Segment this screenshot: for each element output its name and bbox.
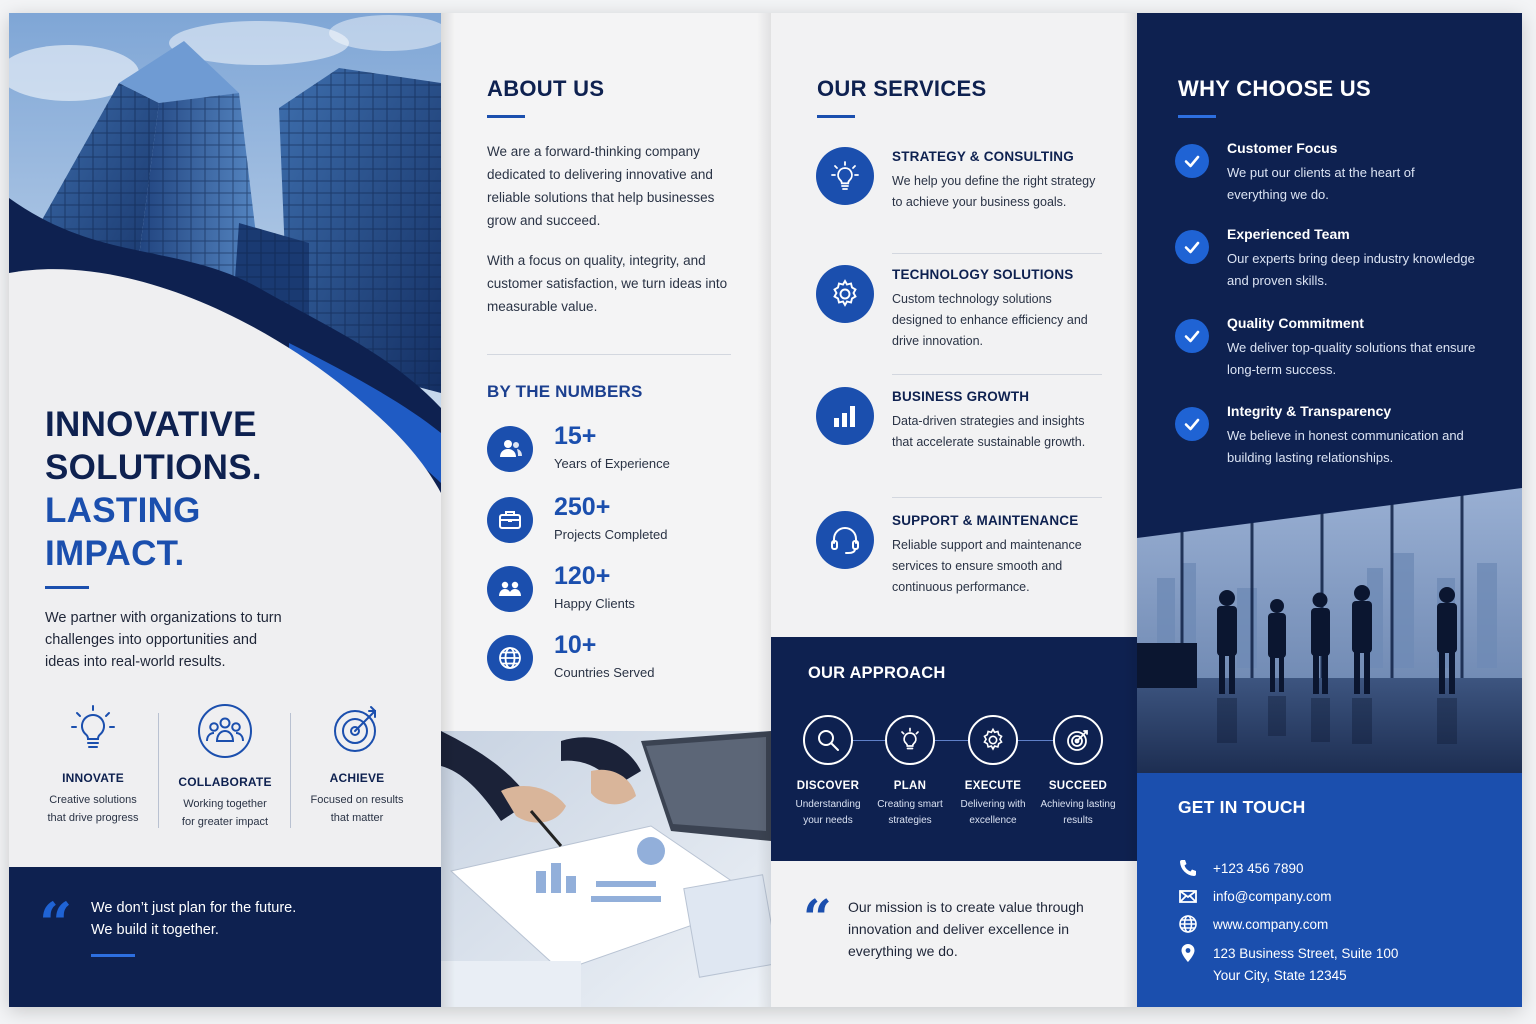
- cover-quote: [91, 897, 391, 941]
- why-item-customer-focus: [1175, 140, 1495, 214]
- globe-icon: [497, 645, 523, 671]
- about-title: ABOUT US: [487, 76, 605, 101]
- numbers-title: BY THE NUMBERS: [487, 382, 643, 401]
- service-technology: [816, 265, 1106, 375]
- cover-headline: [45, 403, 425, 575]
- about-panel: [441, 13, 771, 1007]
- check-icon: [1175, 230, 1209, 264]
- pillar-text-line: that matter: [330, 812, 384, 824]
- step-text: [949, 797, 1037, 829]
- stat-value: 250+: [554, 493, 611, 521]
- clients-icon: [497, 576, 523, 602]
- why-item-title: Customer Focus: [1227, 140, 1338, 156]
- service-strategy: [816, 147, 1106, 257]
- gear-icon: [829, 278, 861, 310]
- step-text-line: Achieving lasting: [1040, 799, 1116, 810]
- stat-label: Countries Served: [554, 665, 655, 680]
- stat-value: 10+: [554, 631, 597, 659]
- stat-icon-circle: [487, 426, 533, 472]
- approach-section: [771, 637, 1137, 861]
- service-divider: [892, 497, 1102, 498]
- why-item-title: Experienced Team: [1227, 226, 1350, 242]
- step-text-line: results: [1063, 815, 1093, 826]
- pillar-text-line: that drive progress: [47, 812, 139, 824]
- phone-number: +123 456 7890: [1213, 861, 1304, 876]
- service-text: Data-driven strategies and insights that accelerate sustainable growth.: [892, 414, 1086, 449]
- stat-clients: [487, 562, 747, 616]
- why-item-integrity: [1175, 403, 1495, 477]
- street-address: 123 Business Street, Suite 100 Your City, State 12345: [1213, 946, 1399, 983]
- pillar-text-line: for greater impact: [181, 816, 269, 828]
- service-support: [816, 511, 1106, 621]
- step-title: EXECUTE: [964, 780, 1022, 792]
- pillar-text: [27, 791, 159, 827]
- stat-value: 15+: [554, 422, 597, 450]
- step-icon-ring: [885, 715, 935, 765]
- website-url: www.company.com: [1213, 917, 1329, 932]
- quote-mark-icon: “: [39, 890, 73, 958]
- step-icon-ring: [968, 715, 1018, 765]
- service-icon-circle: [816, 265, 874, 323]
- step-execute: [949, 715, 1037, 829]
- paperwork-photo: [441, 731, 771, 1007]
- brochure-sheet: [9, 13, 1522, 1007]
- stat-value: 120+: [554, 562, 611, 590]
- lightbulb-icon: [67, 703, 119, 755]
- cover-panel: [9, 13, 441, 1007]
- step-text: [1034, 797, 1122, 829]
- search-icon: [815, 727, 841, 753]
- mail-icon: [1178, 886, 1198, 906]
- pillar-text-line: Focused on results: [310, 794, 404, 806]
- headline-accent-bar: [45, 586, 89, 589]
- step-title: PLAN: [893, 780, 927, 792]
- gear-icon: [980, 727, 1006, 753]
- step-text-line: strategies: [888, 815, 932, 826]
- why-item-experienced-team: [1175, 226, 1495, 300]
- service-title: STRATEGY & CONSULTING: [892, 149, 1074, 164]
- service-divider: [892, 374, 1102, 375]
- check-icon: [1175, 319, 1209, 353]
- pillar-title: COLLABORATE: [178, 775, 272, 789]
- service-text: We help you define the right strategy to achieve your business goals.: [892, 174, 1096, 209]
- why-item-quality: [1175, 315, 1495, 389]
- step-text-line: Delivering with: [960, 799, 1026, 810]
- why-item-title: Integrity & Transparency: [1227, 403, 1392, 419]
- check-icon: [1175, 407, 1209, 441]
- contact-section: [1137, 773, 1522, 1007]
- quote-accent-bar: [91, 954, 135, 957]
- step-text: [784, 797, 872, 829]
- pillar-title: ACHIEVE: [329, 771, 385, 785]
- service-icon-circle: [816, 511, 874, 569]
- service-growth: [816, 387, 1106, 497]
- services-title: OUR SERVICES: [817, 76, 987, 101]
- pillar-title: INNOVATE: [62, 771, 124, 785]
- headset-icon: [829, 524, 861, 556]
- contact-title: GET IN TOUCH: [1178, 797, 1306, 817]
- stat-label: Happy Clients: [554, 596, 635, 611]
- services-panel: [771, 13, 1137, 1007]
- about-divider: [487, 354, 731, 355]
- check-icon: [1175, 144, 1209, 178]
- pillar-collaborate: [159, 703, 291, 838]
- quote-mark-icon: “: [803, 888, 832, 947]
- service-title: TECHNOLOGY SOLUTIONS: [892, 267, 1074, 282]
- why-item-text: Our experts bring deep industry knowledge and proven skills.: [1227, 251, 1475, 288]
- briefcase-icon: [497, 507, 523, 533]
- globe-icon: [1178, 914, 1198, 934]
- service-title: BUSINESS GROWTH: [892, 389, 1030, 404]
- why-item-text: We put our clients at the heart of everything we do.: [1227, 165, 1415, 202]
- headline-line-3: LASTING: [45, 491, 201, 530]
- step-title: SUCCEED: [1048, 780, 1108, 792]
- pillar-achieve: [291, 703, 423, 838]
- stat-icon-circle: [487, 566, 533, 612]
- cover-quote-band: [9, 867, 441, 1007]
- email-address: info@company.com: [1213, 889, 1332, 904]
- cover-quote-line-2: We build it together.: [91, 922, 219, 938]
- target-icon: [1065, 727, 1091, 753]
- step-text-line: Understanding: [795, 799, 861, 810]
- approach-title: OUR APPROACH: [808, 664, 946, 682]
- step-title: DISCOVER: [796, 780, 860, 792]
- stat-icon-circle: [487, 497, 533, 543]
- service-icon-circle: [816, 147, 874, 205]
- users-icon: [497, 436, 523, 462]
- why-accent-bar: [1178, 115, 1216, 118]
- lightbulb-icon: [829, 160, 861, 192]
- pillar-text: [159, 795, 291, 831]
- why-panel: [1137, 13, 1522, 1007]
- step-succeed: [1034, 715, 1122, 829]
- step-text: [866, 797, 954, 829]
- stat-label: Projects Completed: [554, 527, 668, 542]
- service-text: Custom technology solutions designed to enhance efficiency and drive innovation.: [892, 292, 1088, 348]
- stat-icon-circle: [487, 635, 533, 681]
- services-accent-bar: [817, 115, 855, 118]
- bar-chart-icon: [830, 401, 860, 431]
- why-item-text: We deliver top-quality solutions that ensure long-term success.: [1227, 340, 1476, 377]
- service-divider: [892, 253, 1102, 254]
- stat-projects: [487, 493, 747, 547]
- about-accent-bar: [487, 115, 525, 118]
- about-paragraph-1: We are a forward-thinking company dedicated to delivering innovative and reliable solutions that help businesses grow and succeed.: [487, 144, 715, 228]
- cover-quote-line-1: We don’t just plan for the future.: [91, 900, 297, 916]
- step-text-line: your needs: [803, 815, 853, 826]
- why-item-text: We believe in honest communication and building lasting relationships.: [1227, 428, 1464, 465]
- pillar-text-line: Working together: [183, 798, 267, 810]
- pillar-innovate: [27, 703, 159, 838]
- about-paragraph-2: With a focus on quality, integrity, and customer satisfaction, we turn ideas into measurable value.: [487, 253, 728, 314]
- location-pin-icon: [1178, 943, 1198, 963]
- pillar-text: [291, 791, 423, 827]
- target-icon: [331, 703, 383, 755]
- pillar-text-line: Creative solutions: [49, 794, 137, 806]
- headline-line-2: SOLUTIONS.: [45, 448, 262, 487]
- stat-countries: [487, 631, 747, 685]
- service-title: SUPPORT & MAINTENANCE: [892, 513, 1079, 528]
- step-text-line: excellence: [969, 815, 1017, 826]
- step-icon-ring: [1053, 715, 1103, 765]
- headline-line-1: INNOVATIVE: [45, 405, 257, 444]
- lightbulb-icon: [897, 727, 923, 753]
- team-icon: [197, 703, 253, 759]
- why-item-title: Quality Commitment: [1227, 315, 1364, 331]
- pillars: [27, 703, 437, 838]
- step-icon-ring: [803, 715, 853, 765]
- step-plan: [866, 715, 954, 829]
- service-text: Reliable support and maintenance services to ensure smooth and continuous performance.: [892, 538, 1082, 594]
- stat-experience: [487, 422, 747, 476]
- service-icon-circle: [816, 387, 874, 445]
- cover-intro: We partner with organizations to turn challenges into opportunities and ideas into real-world results.: [45, 610, 282, 670]
- step-discover: [784, 715, 872, 829]
- stat-label: Years of Experience: [554, 456, 670, 471]
- step-text-line: Creating smart: [877, 799, 943, 810]
- why-title: WHY CHOOSE US: [1178, 76, 1371, 101]
- mission-statement: Our mission is to create value through innovation and deliver excellence in everything we do.: [848, 899, 1084, 959]
- office-team-photo: [1137, 468, 1522, 773]
- headline-line-4: IMPACT.: [45, 534, 185, 573]
- phone-icon: [1178, 858, 1198, 878]
